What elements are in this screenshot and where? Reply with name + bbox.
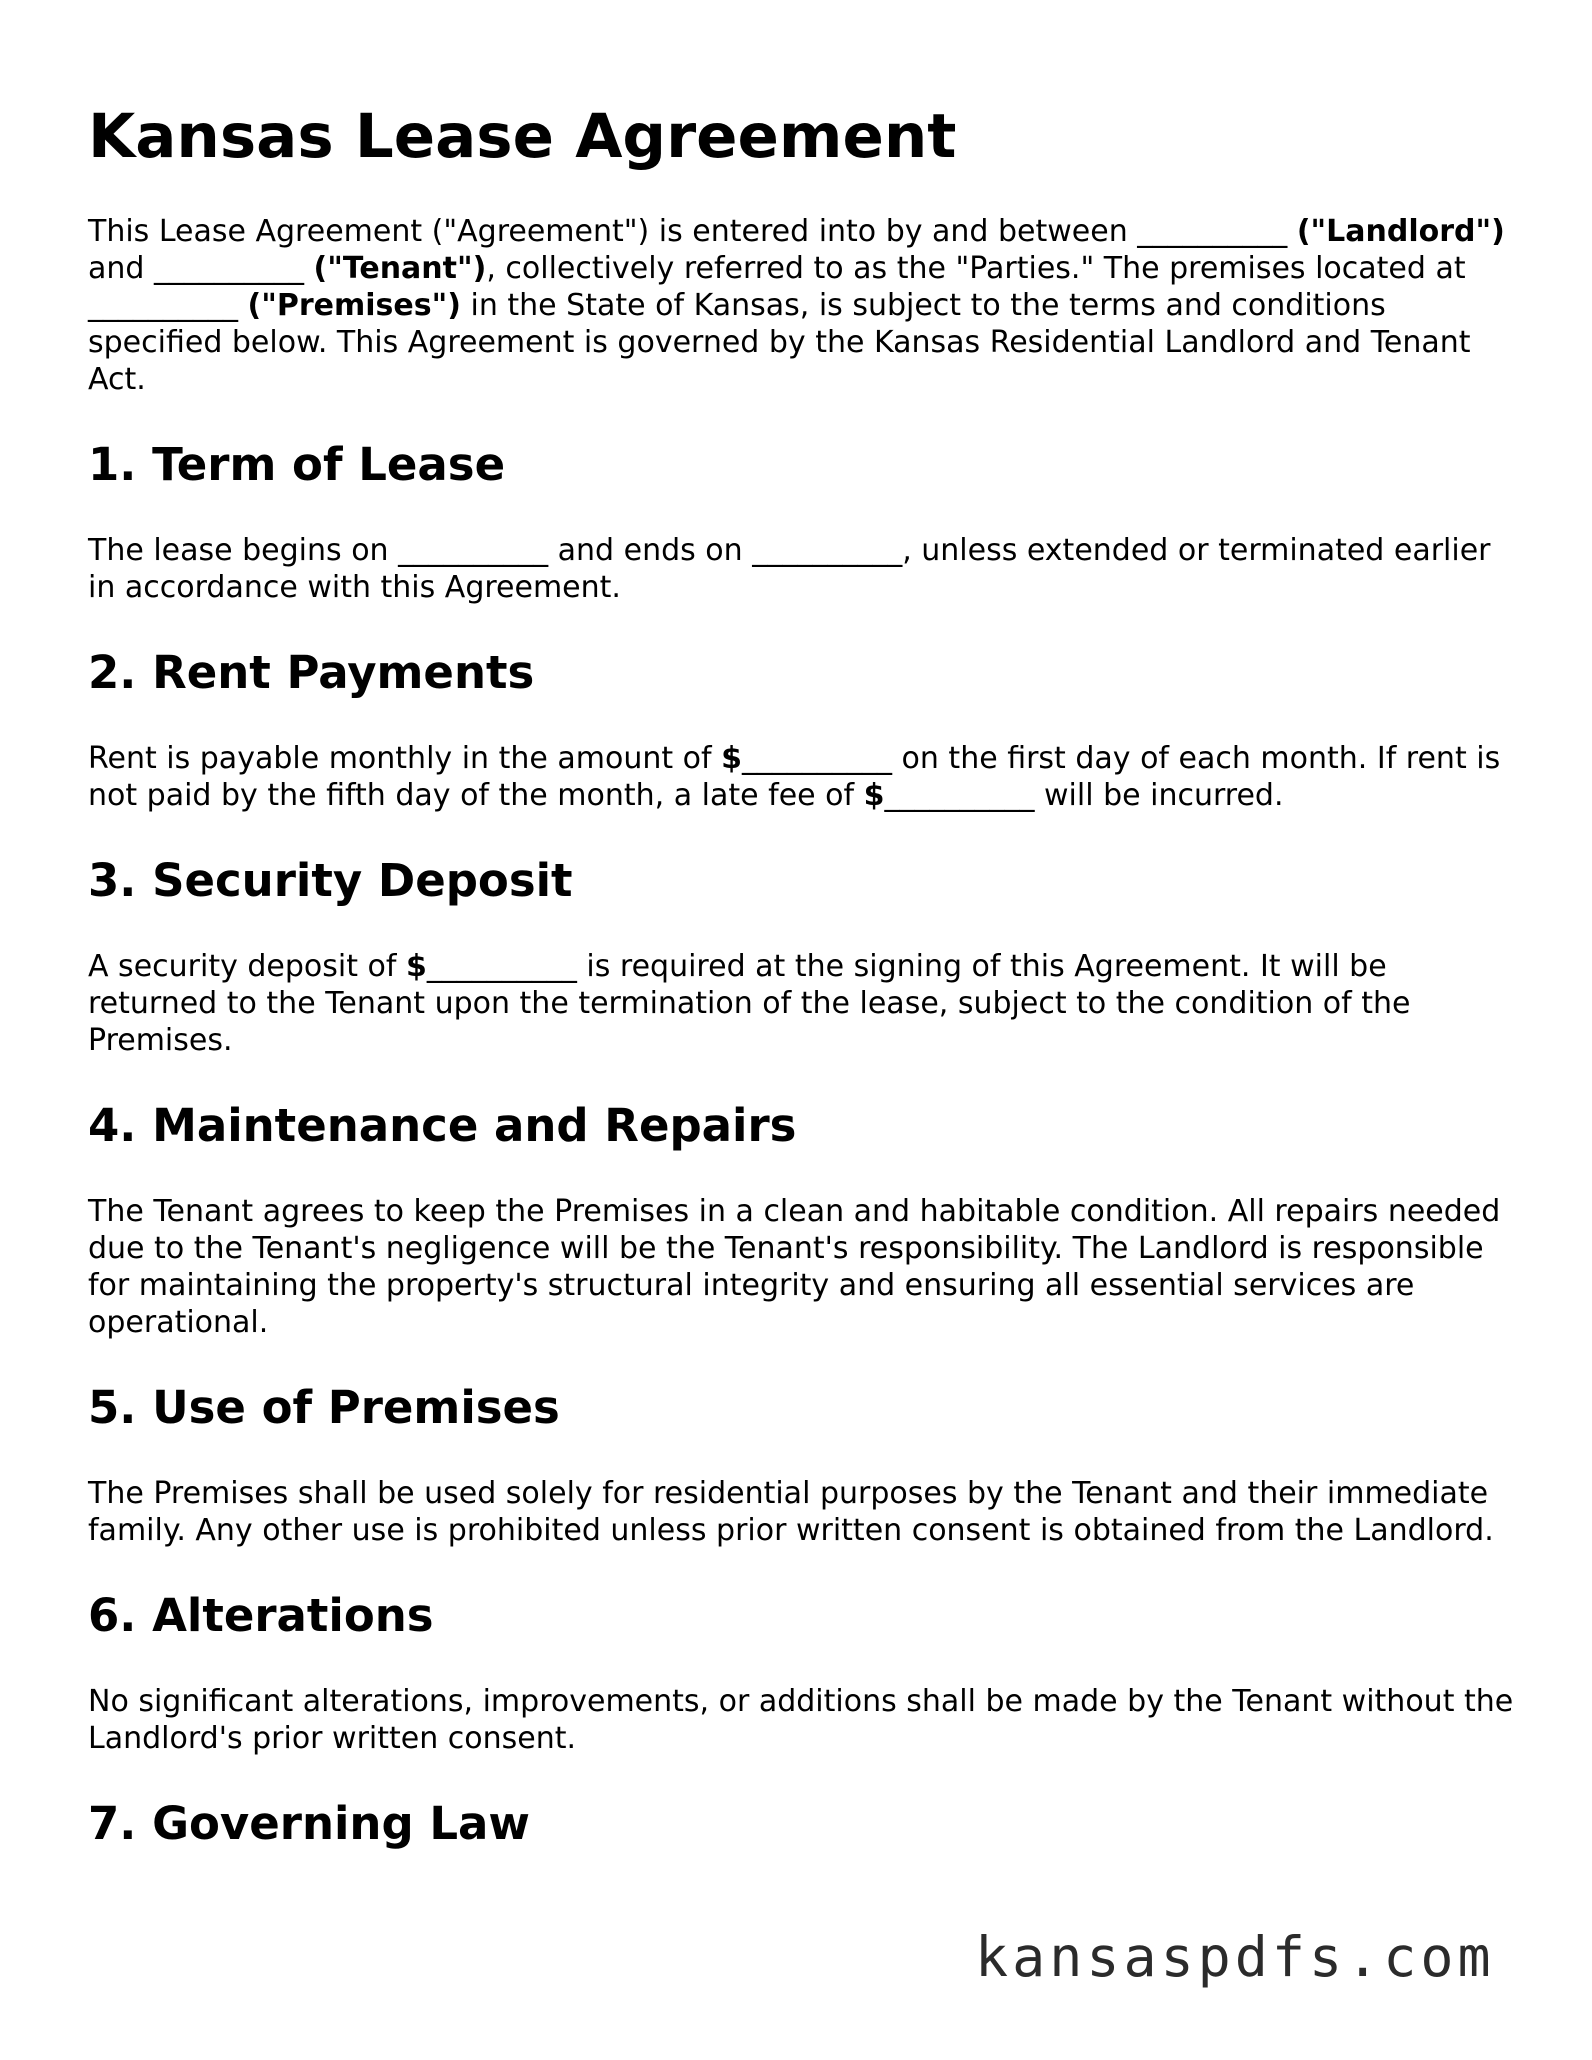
section-heading-maintenance: 4. Maintenance and Repairs — [88, 1099, 797, 1153]
section-heading-governing-law: 7. Governing Law — [88, 1797, 530, 1851]
section-body-use: The Premises shall be used solely for residential purposes by the Tenant and their immediate family. Any other use is prohibited unless prior written consent is obtained from the Landlord. — [88, 1476, 1494, 1549]
section-body-alterations: No significant alterations, improvements, or additions shall be made by the Tenant without the Landlord's prior written consent. — [88, 1684, 1514, 1757]
section-heading-deposit: 3. Security Deposit — [88, 854, 573, 908]
intro-paragraph — [88, 213, 1518, 398]
late-fee-symbol: $ — [863, 778, 885, 814]
document-page — [88, 100, 1518, 1891]
section-body-term: The lease begins on __________ and ends on __________, unless extended or terminated earlier in accordance with this Agreement. — [88, 533, 1491, 606]
premises-label: ("Premises") — [247, 288, 461, 324]
intro-text-2: and __________ — [88, 251, 304, 287]
rent-text-3: __________ will be incurred. — [884, 778, 1284, 814]
landlord-label: ("Landlord") — [1296, 214, 1505, 250]
document-title: Kansas Lease Agreement — [88, 101, 957, 172]
rent-text-2: __________ on the first day of each month. If rent is not paid by the fifth day of the month, a late fee of — [88, 741, 1501, 814]
section-heading-use: 5. Use of Premises — [88, 1381, 560, 1435]
intro-text-1: This Lease Agreement ("Agreement") is entered into by and between __________ — [88, 214, 1288, 250]
section-heading-term: 1. Term of Lease — [88, 438, 506, 492]
deposit-amount-symbol: $ — [406, 949, 427, 985]
section-heading-rent: 2. Rent Payments — [88, 646, 535, 700]
deposit-text-2: __________ is required at the signing of this Agreement. It will be returned to the Tenant upon the termination of the lease, subject to the condition of the Premises. — [88, 949, 1411, 1059]
section-body-deposit — [88, 948, 1518, 1059]
section-body-maintenance: The Tenant agrees to keep the Premises in a clean and habitable condition. All repairs needed due to the Tenant's negligence will be the Tenant's responsibility. The Landlord is responsible for maintaining the property's structural integrity and ensuring all essential services are operational. — [88, 1194, 1501, 1341]
rent-text-1: Rent is payable monthly in the amount of — [88, 741, 712, 777]
section-body-rent — [88, 740, 1518, 814]
section-heading-alterations: 6. Alterations — [88, 1589, 434, 1643]
watermark: kansaspdfs.com — [975, 1925, 1495, 1989]
intro-text-4: in the State of Kansas, is subject to the terms and conditions specified below. This Agreement is governed by the Kansas Residential Landlord and Tenant Act. — [88, 288, 1471, 398]
rent-amount-symbol: $ — [721, 741, 742, 777]
deposit-text-1: A security deposit of — [88, 949, 397, 985]
intro-text-3: , collectively referred to as the "Parties." The premises located at __________ — [88, 251, 1466, 324]
tenant-label: ("Tenant") — [313, 251, 487, 287]
